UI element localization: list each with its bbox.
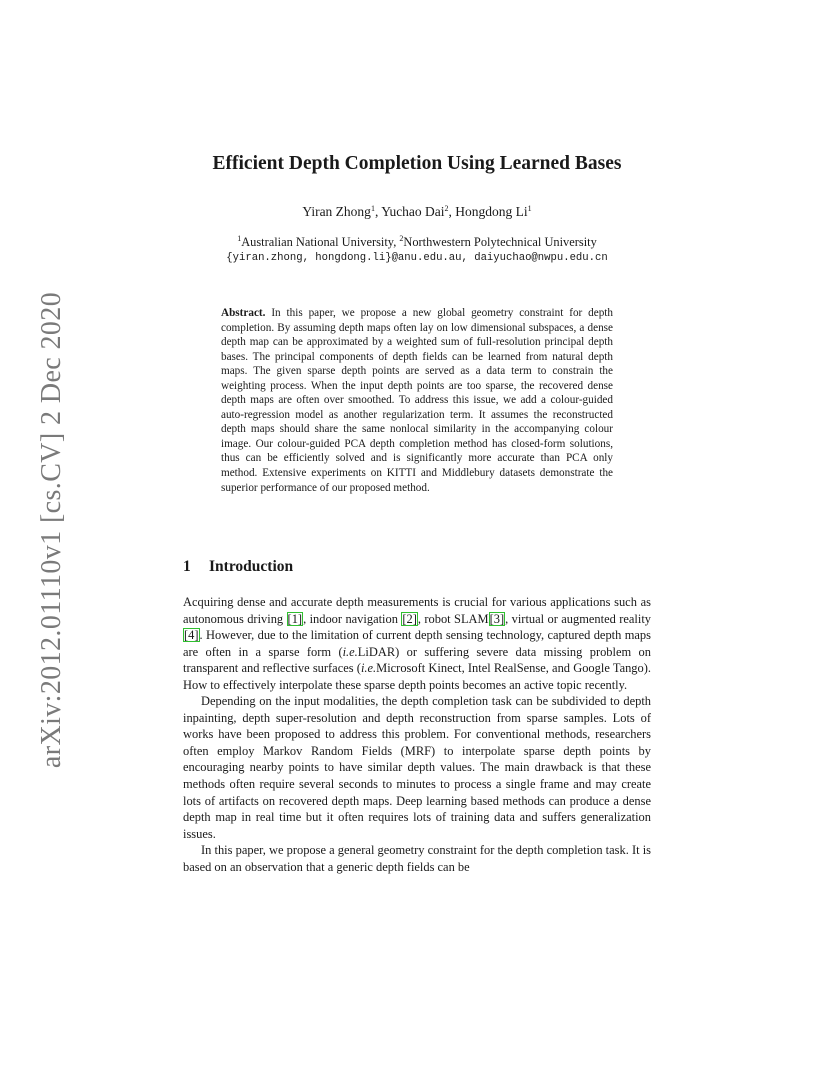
author-list: Yiran Zhong$^1$, Yuchao Dai$^2$, Hongdong Li$^1$ <box>302 204 532 219</box>
author-affiliation-mark: 2 <box>444 204 449 213</box>
paragraph-text: Acquiring dense and accurate depth measurements is crucial for various applications such as autonomous driving <box>183 595 651 626</box>
section-body <box>183 594 651 875</box>
paper-title: Efficient Depth Completion Using Learned Bases <box>212 153 622 174</box>
affiliation-name: Northwestern Polytechnical University <box>403 235 597 249</box>
emphasis-text: i.e. <box>342 644 358 659</box>
affiliations: $^1$Australian National University, $^2$Northwestern Polytechnical University <box>237 234 597 249</box>
affiliation-name: Australian National University <box>241 235 394 249</box>
paragraph-text: LiDAR) or suffering severe data missing problem on transparent and reflective surfaces ( <box>183 644 651 676</box>
paragraph-text: , robot SLAM <box>417 611 489 626</box>
paragraph-text: , virtual or augmented reality <box>505 611 652 626</box>
affiliation-mark: 2 <box>399 234 404 243</box>
author-name: Yiran Zhong <box>302 204 371 219</box>
citation-link[interactable]: [4] <box>184 628 199 643</box>
citation-link[interactable]: [1] <box>287 611 303 626</box>
section-number: 1 <box>183 558 191 575</box>
body-paragraph: Depending on the input modalities, the depth completion task can be subdivided to depth inpainting, depth super-resolution and depth reconstruction from sparse samples. Lots of works have been proposed to address this problem. For conventional methods, researchers often employ Markov Random Fields (MRF) to interpolate sparse depth points by encouraging nearby points to have similar depth values. The main drawback is that these methods often require several seconds to minutes to process a single frame and may create lots of artifacts on recovered depth maps. Deep learning based methods can produce a dense depth map in real time but it often requires lots of training data and suffers generalization issues. <box>183 694 651 841</box>
section-title: Introduction <box>209 558 294 575</box>
body-paragraph: In this paper, we propose a general geometry constraint for the depth completion task. It is based on an observation that a generic depth fields can be <box>183 843 651 874</box>
author-affiliation-mark: 1 <box>370 204 375 213</box>
abstract-label: Abstract. <box>221 307 266 319</box>
paragraph-text: . However, due to the limitation of current depth sensing technology, captured depth maps are often in a sparse form ( <box>183 628 651 659</box>
affiliation-mark: 1 <box>237 234 242 243</box>
author-affiliation-mark: 1 <box>527 204 532 213</box>
author-name: Yuchao Dai <box>381 204 445 219</box>
arxiv-identifier: arXiv:2012.01110v1 [cs.CV] 2 Dec 2020 <box>36 291 67 769</box>
body-paragraph <box>183 594 651 693</box>
citation-link[interactable]: [3] <box>489 611 505 626</box>
author-emails: {yiran.zhong, hongdong.li}@anu.edu.au, daiyuchao@nwpu.edu.cn <box>226 252 608 264</box>
author-name: Hongdong Li <box>455 204 528 219</box>
abstract <box>221 306 613 495</box>
citation-link[interactable]: [2] <box>402 611 417 626</box>
section-heading <box>183 557 293 577</box>
abstract-text: In this paper, we propose a new global geometry constraint for depth completion. By assuming depth maps often lay on low dimensional subspaces, a dense depth map can be approximated by a weighted sum of full-resolution principal depth bases. The principal components of depth fields can be learned from natural depth maps. The given sparse depth points are served as a data term to constrain the weighting process. When the input depth points are too sparse, the recovered dense depth maps are often over smoothed. To address this issue, we add a colour-guided auto-regression model as another regularization term. It assumes the reconstructed depth maps should share the same nonlocal similarity in the accompanying colour image. Our colour-guided PCA depth completion method has closed-form solutions, thus can be efficiently solved and is significantly more accurate than PCA only method. Extensive experiments on KITTI and Middlebury datasets demonstrate the superior performance of our proposed method. <box>221 307 613 494</box>
emphasis-text: i.e. <box>360 661 377 676</box>
paragraph-text: , indoor navigation <box>303 611 402 626</box>
paragraph-text: Microsoft Kinect, Intel RealSense, and Google Tango). How to effectively interpolate these sparse depth points becomes an active topic recently. <box>183 661 651 692</box>
